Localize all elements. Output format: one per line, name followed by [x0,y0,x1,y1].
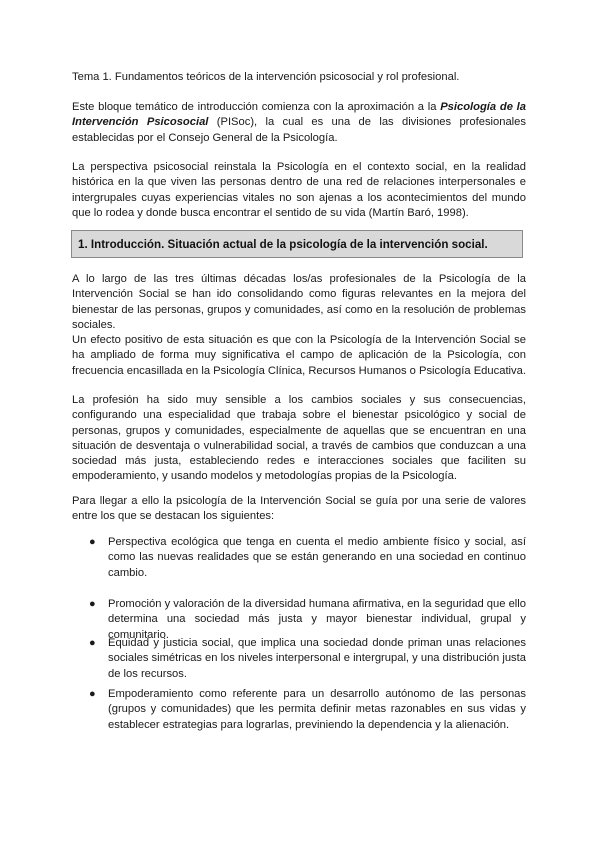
value-item-text: Equidad y justicia social, que implica una sociedad donde priman unas relaciones sociales simétricas en los niveles interpersonal e intergrupal, y una distribución justa de los recursos. [108,637,526,680]
bullet-icon: ● [89,637,96,649]
bullet-icon: ● [89,536,96,548]
last-decades-paragraph: A lo largo de las tres últimas décadas los/as profesionales de la Psicología de la Intervención Social se han ido consolidando como figuras relevantes en la mejora del bienestar de las personas, grupos y comunidades, así como en la resolución de problemas sociales. [72,273,526,331]
document-title-line: Tema 1. Fundamentos teóricos de la intervención psicosocial y rol profesional. [72,71,460,83]
value-item-text: Perspectiva ecológica que tenga en cuenta el medio ambiente físico y social, así como las nuevas realidades que se están generando en una sociedad en continuo cambio. [108,536,526,579]
positive-effect-paragraph: Un efecto positivo de esta situación es que con la Psicología de la Intervención Social se ha ampliado de forma muy significativa el campo de aplicación de la Psicología, con frecuencia encasillada en la Psicología Clínica, Recursos Humanos o Psicología Educativa. [72,334,526,377]
values-intro-paragraph: Para llegar a ello la psicología de la Intervención Social se guía por una serie de valores entre los que se destacan los siguientes: [72,495,526,523]
bullet-icon: ● [89,688,96,700]
section-heading-box [71,230,523,258]
value-item-text: Promoción y valoración de la diversidad humana afirmativa, en la seguridad que ello determina una sociedad más justa y mayor bienestar individual, grupal y comunitario. [108,598,526,641]
intro-text-end: (PISoc), la cual es una de las divisiones profesionales establecidas por el Consejo General de la Psicología. [72,116,526,144]
intro-text-start: Este bloque temático de introducción comienza con la aproximación a la [72,101,441,113]
intro-emphasis: Psicología de la Intervención Psicosocial [72,101,526,129]
section-heading: 1. Introducción. Situación actual de la psicología de la intervención social. [78,238,488,251]
bullet-icon: ● [89,598,96,610]
perspective-paragraph: La perspectiva psicosocial reinstala la Psicología en el contexto social, en la realidad histórica en la que viven las personas dentro de una red de relaciones interpersonales e intergrupales cuyas experiencias vitales no son ajenas a los acontecimientos del mundo que lo rodea y donde busca encontrar el sentido de su vida (Martín Baró, 1998). [72,161,526,219]
value-item-text: Empoderamiento como referente para un desarrollo autónomo de las personas (grupos y comunidades) que les permita definir metas razonables en sus vidas y establecer estrategias para lograrlas, previniendo la dependencia y la alienación. [108,688,526,731]
intro-paragraph [72,100,526,146]
profession-paragraph: La profesión ha sido muy sensible a los cambios sociales y sus consecuencias, configurando una especialidad que trabaja sobre el bienestar psicológico y social de personas, grupos y comunidades, especialmente de aquellas que se encuentran en una situación de desventaja o vulnerabilidad social, a través de cambios que conduzcan a una sociedad más justa, estableciendo redes e interacciones sociales que faciliten su empoderamiento, y usando modelos y metodologías propias de la Psicología. [72,394,526,483]
